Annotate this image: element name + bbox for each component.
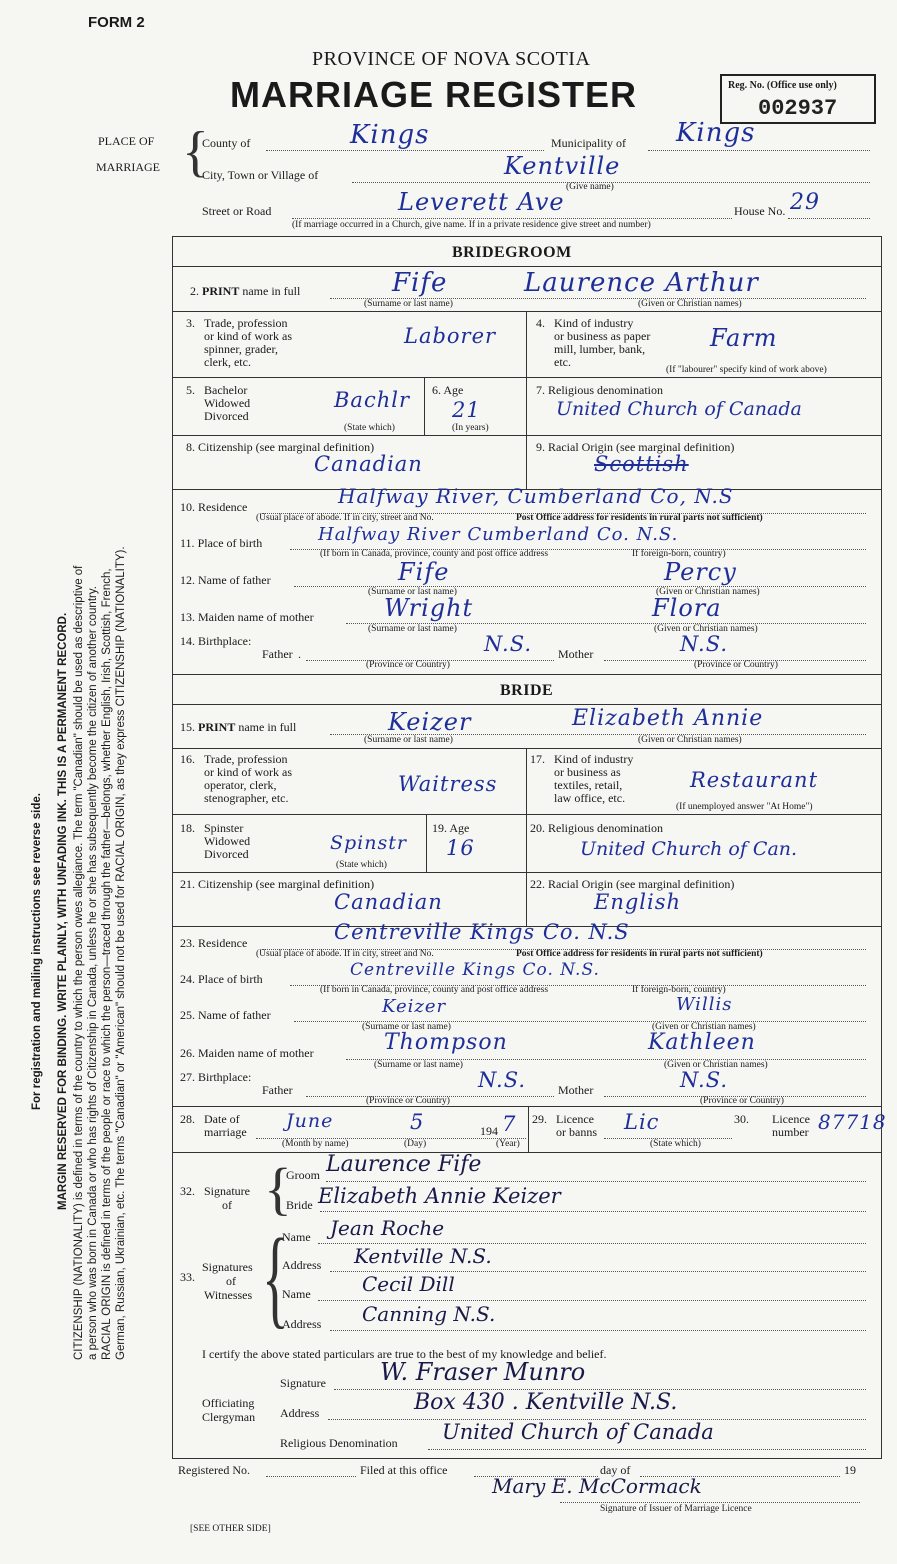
day-of-label: day of [600, 1463, 631, 1477]
bride-surname-hint: (Surname or last name) [364, 735, 453, 745]
bride-given-hint: (Given or Christian names) [638, 735, 742, 745]
date-label-no: 28. [180, 1112, 195, 1126]
bride-residence: Centreville Kings Co. N.S [334, 920, 630, 944]
bride-status-no: 18. [180, 821, 195, 835]
groom-mother-surname: Wright [384, 594, 474, 622]
margin-line-1: For registration and mailing instructions see reverse side. [31, 793, 43, 1110]
bride-trade-label-1: Trade, profession [204, 752, 288, 766]
father-word: Name of father [198, 573, 271, 587]
municipality-value: Kings [676, 118, 756, 148]
wit-label-2: of [226, 1274, 236, 1288]
bride-religion-word: Religious denomination [548, 821, 663, 835]
bride-industry: Restaurant [690, 768, 819, 792]
licence-number: 87718 [818, 1110, 887, 1134]
clergy-address: Box 430 . Kentville N.S. [414, 1390, 678, 1415]
bride-surname: Keizer [388, 708, 472, 736]
wit1-address-label: Address [282, 1258, 322, 1272]
bride-age-word: Age [449, 821, 470, 835]
groom-residence-label: 10. Residence [180, 500, 248, 514]
month-hint: (Month by name) [282, 1139, 349, 1149]
marriage-month: June [286, 1110, 334, 1132]
margin-line-4: a person who was born in Canada or who has rights of Citizenship in Canada, unless he or she has subsequently become the citizen of another country. [87, 586, 99, 1360]
licence-num-label-1: Licence [772, 1112, 810, 1126]
groom-industry: Farm [710, 324, 778, 352]
bride-mother-bp-label: Mother [558, 1083, 594, 1097]
wit2-address-label: Address [282, 1317, 322, 1331]
bride-citizenship: Canadian [334, 890, 443, 914]
groom-surname: Fife [392, 268, 448, 298]
bride-trade-label-3: operator, clerk, [204, 778, 277, 792]
bride-father-given-hint: (Given or Christian names) [652, 1022, 756, 1032]
groom-status-no: 5. [186, 383, 195, 397]
sig-label-2: of [222, 1198, 232, 1212]
bride-industry-label-2: or business as [554, 765, 621, 779]
bride-trade-no: 16. [180, 752, 195, 766]
bride-father-birthplace: N.S. [478, 1068, 527, 1092]
groom-mother-given: Flora [652, 594, 722, 622]
bride-mother-word: Maiden name of mother [198, 1046, 314, 1060]
residence-word: Residence [198, 500, 248, 514]
bride-racial-label: 22. Racial Origin (see marginal definition) [530, 877, 735, 891]
witness2-name: Cecil Dill [362, 1272, 455, 1296]
print-word-bride: PRINT [198, 720, 236, 734]
bride-foreign-hint: If foreign-born, country) [632, 985, 726, 995]
religion-word: Religious denomination [548, 383, 663, 397]
issuer-signature: Mary E. McCormack [492, 1474, 702, 1498]
date-label-2: marriage [204, 1125, 247, 1139]
place-note: (If marriage occurred in a Church, give name. If in a private residence give street and number) [292, 220, 651, 230]
bride-status-2: Widowed [204, 834, 251, 848]
bride-mother-birthplace: N.S. [680, 1068, 729, 1092]
bride-sig-label: Bride [286, 1198, 313, 1212]
bride-father-label: 25. Name of father [180, 1008, 271, 1022]
clergy-label-2: Clergyman [202, 1410, 256, 1424]
groom-born-hint: (If born in Canada, province, county and post office address [320, 549, 549, 559]
bride-racial: English [594, 890, 682, 914]
margin-line-2: MARGIN RESERVED FOR BINDING. WRITE PLAINLY, WITH UNFADING INK. THIS IS A PERMANENT RECORD. [57, 612, 69, 1210]
bride-born-hint: (If born in Canada, province, county and post office address [320, 985, 549, 995]
groom-prov-hint-2: (Province or Country) [694, 660, 778, 670]
bride-status: Spinstr [330, 832, 407, 854]
bride-trade-label-2: or kind of work as [204, 765, 292, 779]
groom-mother-birthplace: N.S. [680, 632, 729, 656]
province-heading: PROVINCE OF NOVA SCOTIA [312, 48, 591, 70]
birthplace-parents-word: Birthplace: [198, 634, 252, 648]
witness1-name: Jean Roche [330, 1216, 445, 1240]
bride-parents-birthplace-label: 27. Birthplace: [180, 1070, 252, 1084]
reg-number: 002937 [758, 96, 838, 121]
licence-label-no: 29. [532, 1112, 547, 1126]
groom-age: 21 [452, 398, 481, 422]
margin-instructions [30, 10, 128, 1360]
bride-citizenship-word: Citizenship (see marginal definition) [198, 877, 375, 891]
racial-word: Racial Origin (see marginal definition) [548, 440, 735, 454]
groom-trade-label-1: Trade, profession [204, 316, 288, 330]
groom-industry-label-1: Kind of industry [554, 316, 634, 330]
bride-religion: United Church of Can. [580, 838, 798, 860]
licence-label-1: Licence [556, 1112, 594, 1126]
bride-prov-hint-1: (Province or Country) [366, 1096, 450, 1106]
clergy-denom-label: Religious Denomination [280, 1436, 398, 1450]
licence-num-label-2: number [772, 1125, 809, 1139]
licence-label-2: or banns [556, 1125, 597, 1139]
groom-abode-hint: (Usual place of abode. If in city, street and No. [256, 513, 434, 523]
county-value: Kings [350, 120, 430, 150]
groom-prov-hint-1: (Province or Country) [366, 660, 450, 670]
groom-given: Laurence Arthur [524, 268, 759, 298]
clergy-denomination: United Church of Canada [442, 1420, 714, 1444]
groom-father-bp-label: Father [262, 647, 293, 661]
sig-label-no: 32. [180, 1184, 195, 1198]
clergy-label-1: Officiating [202, 1396, 255, 1410]
day-hint: (Day) [404, 1139, 427, 1149]
bride-racial-word: Racial Origin (see marginal definition) [548, 877, 735, 891]
clergy-address-label: Address [280, 1406, 320, 1420]
street-label: Street or Road [202, 204, 272, 218]
groom-state-hint: (State which) [344, 423, 395, 433]
bride-mother-given: Kathleen [648, 1030, 756, 1055]
birthplace-word: Place of birth [197, 536, 263, 550]
wit-label-3: Witnesses [204, 1288, 253, 1302]
age-word: Age [443, 383, 464, 397]
print-word: PRINT [202, 284, 240, 298]
bride-industry-label-3: textiles, retail, [554, 778, 623, 792]
groom-father-given: Percy [664, 558, 737, 586]
bride-given: Elizabeth Annie [572, 706, 764, 731]
wit1-name-label: Name [282, 1230, 311, 1244]
wit-brace: { [262, 1216, 289, 1338]
registered-no-label: Registered No. [178, 1463, 250, 1477]
bride-mother-given-hint: (Given or Christian names) [664, 1060, 768, 1070]
margin-line-5: RACIAL ORIGIN is defined in terms of the people or race to which the person—traced through the father—belongs, whether English, Irish, Scottish, French, [101, 568, 113, 1360]
bride-age-label: 19. Age [432, 821, 470, 835]
bride-birthplace-label: 24. Place of birth [180, 972, 263, 986]
groom-birthplace-label: 11. Place of birth [180, 536, 263, 550]
clergy-signature: W. Fraser Munro [380, 1358, 586, 1386]
groom-trade-label-2: or kind of work as [204, 329, 292, 343]
groom-trade-label-no: 3. [186, 316, 195, 330]
groom-mother-bp-label: Mother [558, 647, 594, 661]
see-other-side: [SEE OTHER SIDE] [190, 1524, 271, 1534]
place-label-2: MARRIAGE [96, 160, 161, 174]
sig-label-1: Signature [204, 1184, 250, 1198]
bride-prov-hint-2: (Province or Country) [700, 1096, 784, 1106]
marriage-year-suffix: 7 [502, 1112, 517, 1136]
certify-statement: I certify the above stated particulars are true to the best of my knowledge and belief. [202, 1347, 607, 1361]
bride-citizenship-label: 21. Citizenship (see marginal definition) [180, 877, 375, 891]
bride-father-given: Willis [676, 994, 733, 1015]
wit-label-1: Signatures [202, 1260, 253, 1274]
bride-residence-word: Residence [198, 936, 248, 950]
groom-given-hint: (Given or Christian names) [638, 299, 742, 309]
witness1-address: Kentville N.S. [354, 1244, 492, 1268]
groom-birthplace: Halfway River Cumberland Co. N.S. [318, 524, 679, 545]
groom-section-title: BRIDEGROOM [452, 244, 572, 261]
bride-birthplace-word: Place of birth [198, 972, 263, 986]
groom-residence: Halfway River, Cumberland Co, N.S [338, 484, 734, 508]
groom-trade: Laborer [404, 324, 497, 348]
street-value: Leverett Ave [398, 188, 565, 216]
groom-trade-label-3: spinner, grader, [204, 342, 279, 356]
bride-unemployed-note: (If unemployed answer "At Home") [676, 802, 813, 812]
bride-section-title: BRIDE [500, 682, 554, 699]
filed-label: Filed at this office [360, 1463, 448, 1477]
bride-father-word: Name of father [198, 1008, 271, 1022]
licence-num-label-no: 30. [734, 1112, 749, 1126]
bride-status-3: Divorced [204, 847, 249, 861]
bride-mother-surname: Thompson [384, 1030, 508, 1055]
groom-status-2: Widowed [204, 396, 251, 410]
bride-name-in-full: name in full [235, 720, 297, 734]
city-label: City, Town or Village of [202, 168, 319, 182]
licence-or-banns: Lic [624, 1110, 660, 1134]
reg-number-box [720, 74, 876, 124]
wit2-name-label: Name [282, 1287, 311, 1301]
groom-signature: Laurence Fife [326, 1152, 482, 1177]
bride-birthplace-parents-word: Birthplace: [198, 1070, 252, 1084]
bride-signature: Elizabeth Annie Keizer [318, 1184, 561, 1208]
groom-father-surname-hint: (Surname or last name) [368, 587, 457, 597]
groom-citizenship: Canadian [314, 452, 423, 476]
marriage-day: 5 [410, 1110, 425, 1134]
margin-line-3: CITIZENSHIP (NATIONALITY) is defined in terms of the country to which the person owes allegiance. The term "Canadian" should be used as descriptive of [73, 565, 85, 1360]
give-name-hint: (Give name) [566, 182, 614, 192]
date-label-1: Date of [204, 1112, 240, 1126]
groom-mother-label: 13. Maiden name of mother [180, 610, 314, 624]
groom-status-1: Bachelor [204, 383, 248, 397]
bride-age: 16 [446, 836, 475, 860]
house-value: 29 [790, 190, 820, 215]
groom-name-label: 2. PRINT name in full [190, 284, 301, 298]
county-label: County of [202, 136, 251, 150]
groom-father-birthplace: N.S. [484, 632, 533, 656]
bride-trade-label-4: stenographer, etc. [204, 791, 289, 805]
marriage-year-prefix: 194 [480, 1124, 498, 1138]
groom-foreign-hint: If foreign-born, country) [632, 549, 726, 559]
bride-birthplace: Centreville Kings Co. N.S. [350, 960, 600, 980]
bride-abode-hint: (Usual place of abode. If in city, street and No. [256, 949, 434, 959]
margin-line-6: German, Russian, Ukrainian, etc. The terms "Canadian" or "American" should not be used for RACIAL ORIGIN, as they express CITIZENSHIP (NATIONALITY). [115, 546, 127, 1360]
bride-industry-no: 17. [530, 752, 545, 766]
groom-industry-label-2: or business as paper [554, 329, 651, 343]
name-in-full-label: name in full [239, 284, 301, 298]
groom-surname-hint: (Surname or last name) [364, 299, 453, 309]
municipality-label: Municipality of [551, 136, 626, 150]
place-label-1: PLACE OF [98, 134, 155, 148]
groom-years-hint: (In years) [452, 423, 489, 433]
bride-father-surname: Keizer [382, 996, 447, 1017]
clergy-sig-label: Signature [280, 1376, 326, 1390]
house-label: House No. [734, 204, 786, 218]
groom-father-label: 12. Name of father [180, 573, 271, 587]
year-hint: (Year) [496, 1139, 520, 1149]
bride-name-label: 15. PRINT name in full [180, 720, 297, 734]
bride-religion-label: 20. Religious denomination [530, 821, 663, 835]
groom-racial-label: 9. Racial Origin (see marginal definition) [536, 440, 735, 454]
bride-status-1: Spinster [204, 821, 244, 835]
groom-parents-birthplace-label: 14. Birthplace: [180, 634, 252, 648]
mother-word: Maiden name of mother [198, 610, 314, 624]
groom-racial: Scottish [594, 452, 689, 476]
bride-industry-label-4: law office, etc. [554, 791, 626, 805]
groom-age-label: 6. Age [432, 383, 464, 397]
groom-industry-label-4: etc. [554, 355, 571, 369]
issuer-label: Signature of Issuer of Marriage Licence [600, 1504, 752, 1514]
groom-po-hint: Post Office address for residents in rural parts not sufficient) [516, 513, 763, 523]
bride-state-hint: (State which) [336, 860, 387, 870]
witness2-address: Canning N.S. [362, 1302, 496, 1326]
form-number: FORM 2 [88, 14, 145, 31]
brace: { [182, 121, 209, 183]
groom-labourer-note: (If "labourer" specify kind of work above) [666, 365, 827, 375]
bride-residence-label: 23. Residence [180, 936, 248, 950]
groom-father-surname: Fife [398, 558, 450, 586]
groom-sig-label: Groom [286, 1168, 320, 1182]
city-value: Kentville [504, 152, 621, 180]
groom-industry-label-no: 4. [536, 316, 545, 330]
groom-father-given-hint: (Given or Christian names) [656, 587, 760, 597]
bride-trade: Waitress [398, 772, 498, 796]
groom-trade-label-4: clerk, etc. [204, 355, 251, 369]
sig-brace: { [264, 1156, 292, 1221]
bride-father-surname-hint: (Surname or last name) [362, 1022, 451, 1032]
bride-mother-label: 26. Maiden name of mother [180, 1046, 314, 1060]
groom-religion-label: 7. Religious denomination [536, 383, 663, 397]
groom-industry-label-3: mill, lumber, bank, [554, 342, 646, 356]
groom-religion: United Church of Canada [556, 398, 802, 420]
year-19-label: 19 [844, 1463, 856, 1477]
bride-po-hint: Post Office address for residents in rural parts not sufficient) [516, 949, 763, 959]
reg-number-label: Reg. No. (Office use only) [728, 80, 837, 91]
bride-mother-surname-hint: (Surname or last name) [374, 1060, 463, 1070]
groom-citizenship-label: 8. Citizenship (see marginal definition) [186, 440, 375, 454]
page-title: MARRIAGE REGISTER [230, 74, 638, 115]
licence-state-hint: (State which) [650, 1139, 701, 1149]
bride-father-bp-label: Father [262, 1083, 293, 1097]
bride-industry-label-1: Kind of industry [554, 752, 634, 766]
groom-mother-given-hint: (Given or Christian names) [654, 624, 758, 634]
groom-status: Bachlr [334, 388, 410, 412]
wit-label-no: 33. [180, 1270, 195, 1284]
groom-mother-surname-hint: (Surname or last name) [368, 624, 457, 634]
groom-status-3: Divorced [204, 409, 249, 423]
citizenship-word: Citizenship (see marginal definition) [198, 440, 375, 454]
